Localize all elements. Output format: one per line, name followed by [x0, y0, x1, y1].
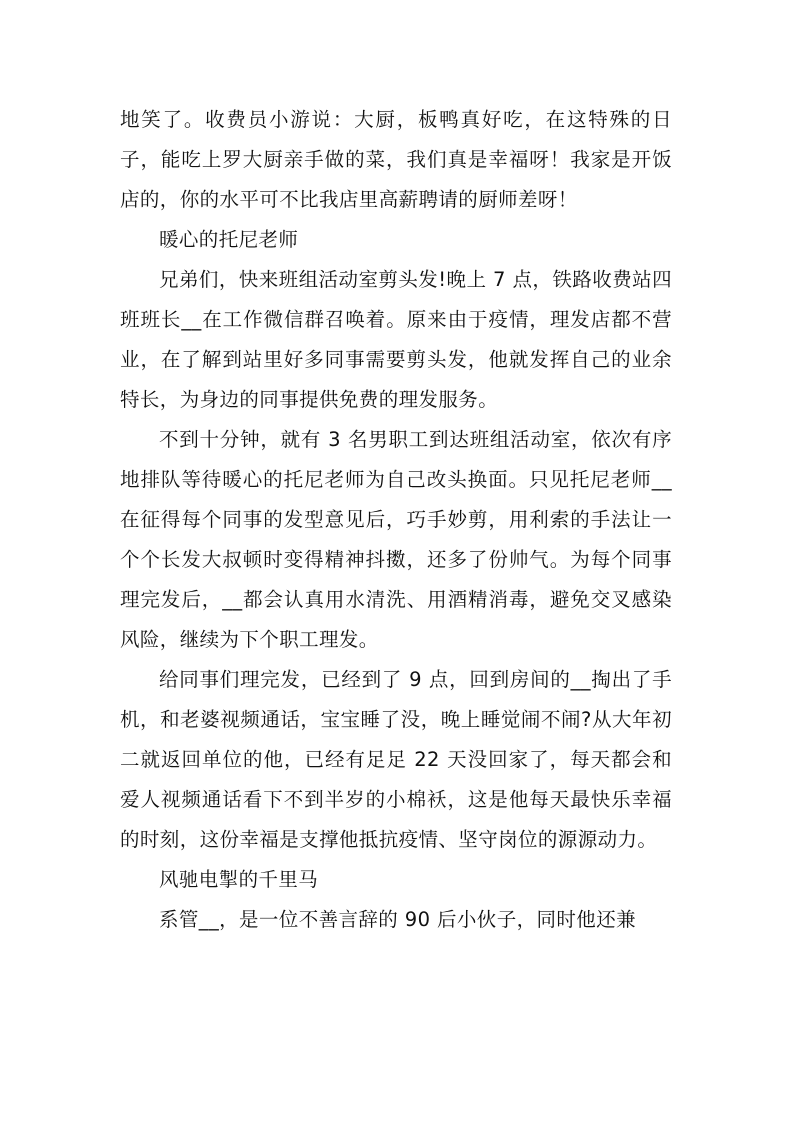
section-heading-swift-horse: 风驰电掣的千里马: [159, 868, 319, 891]
paragraph-haircut-service: 不到十分钟，就有 3 名男职工到达班组活动室，依次有序地排队等待暖心的托尼老师为自己改头换面。只见托尼老师__在征得每个同事的发型意见后，巧手妙剪，用利索的手法让一个个长发大叔顿时变得精神抖擞，还多了份帅气。为每个同事理完发后，__都会认真用水清洗、用酒精消毒，避免交叉感染风险，继续为下个职工理发。: [120, 428, 672, 651]
document-page: [120, 100, 672, 940]
paragraph-video-call: 给同事们理完发，已经到了 9 点，回到房间的__掏出了手机，和老婆视频通话，宝宝睡了没，晚上睡觉闹不闹?从大年初二就返回单位的他，已经有足足 22 天没回家了，每天都会和爱人视频通话看下不到半岁的小棉袄，这是他每天最快乐幸福的时刻，这份幸福是支撑他抵抗疫情、坚守岗位的源源动力。: [120, 668, 672, 851]
section-heading-tony-teacher: 暖心的托尼老师: [159, 228, 299, 251]
paragraph-dinner-praise: 地笑了。收费员小游说：大厨，板鸭真好吃，在这特殊的日子，能吃上罗大厨亲手做的菜，我们真是幸福呀！我家是开饭店的，你的水平可不比我店里高薪聘请的厨师差呀！: [120, 108, 672, 211]
paragraph-system-admin: 系管__，是一位不善言辞的 90 后小伙子，同时他还兼: [159, 908, 637, 931]
paragraph-haircut-call: 兄弟们，快来班组活动室剪头发!晚上 7 点，铁路收费站四班班长__在工作微信群召唤着。原来由于疫情，理发店都不营业，在了解到站里好多同事需要剪头发，他就发挥自己的业余特长，为身边的同事提供免费的理发服务。: [120, 268, 672, 411]
